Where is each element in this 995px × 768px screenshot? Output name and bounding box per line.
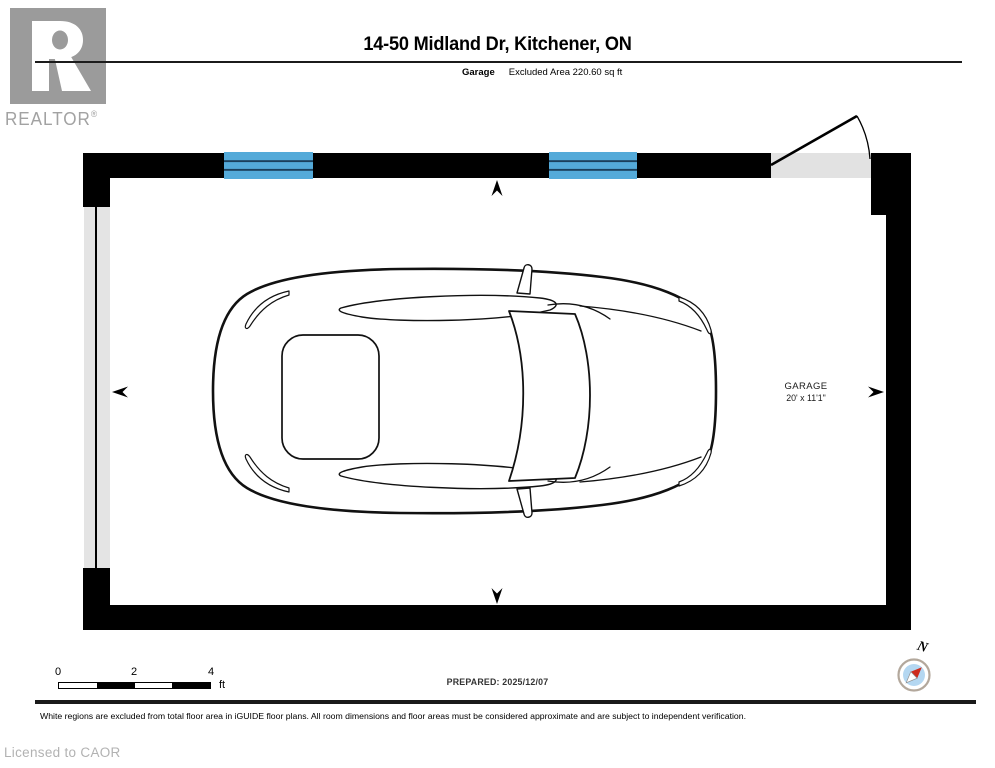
scale-unit: ft xyxy=(219,679,226,691)
license-text: Licensed to CAOR xyxy=(4,745,121,760)
realtor-wordmark: REALTOR® xyxy=(5,109,99,129)
area-summary-room: Garage xyxy=(462,67,495,78)
prepared-date: PREPARED: 2025/12/07 xyxy=(446,677,549,687)
dimension-arrow-left-icon xyxy=(112,387,128,398)
realtor-logo-icon xyxy=(10,8,106,104)
registered-mark: ® xyxy=(90,109,99,119)
header-divider xyxy=(35,61,962,63)
footer-divider xyxy=(35,700,976,704)
window-icon xyxy=(224,152,313,179)
area-summary-note: Excluded Area 220.60 sq ft xyxy=(508,67,623,78)
scale-tick: 2 xyxy=(130,666,138,678)
page-title: 14-50 Midland Dr, Kitchener, ON xyxy=(363,33,632,55)
compass-north-label: N xyxy=(915,638,930,657)
car-icon xyxy=(213,265,716,518)
room-label xyxy=(756,381,856,403)
disclaimer-text: White regions are excluded from total floor area in iGUIDE floor plans. All room dimensions and floor areas must be considered approximate and are subject to independent verification. xyxy=(40,711,746,721)
dimension-arrow-up-icon xyxy=(492,180,503,196)
garage-door-icon xyxy=(84,207,110,568)
area-summary xyxy=(462,67,622,78)
dimension-arrow-down-icon xyxy=(492,588,503,604)
room-name: GARAGE xyxy=(784,381,828,392)
dimension-arrow-right-icon xyxy=(868,387,884,398)
room-dimensions: 20' x 11'1" xyxy=(786,393,826,403)
door-icon xyxy=(771,116,871,178)
window-icon xyxy=(549,152,637,179)
scale-tick: 0 xyxy=(54,666,62,678)
scale-tick: 4 xyxy=(207,666,215,678)
